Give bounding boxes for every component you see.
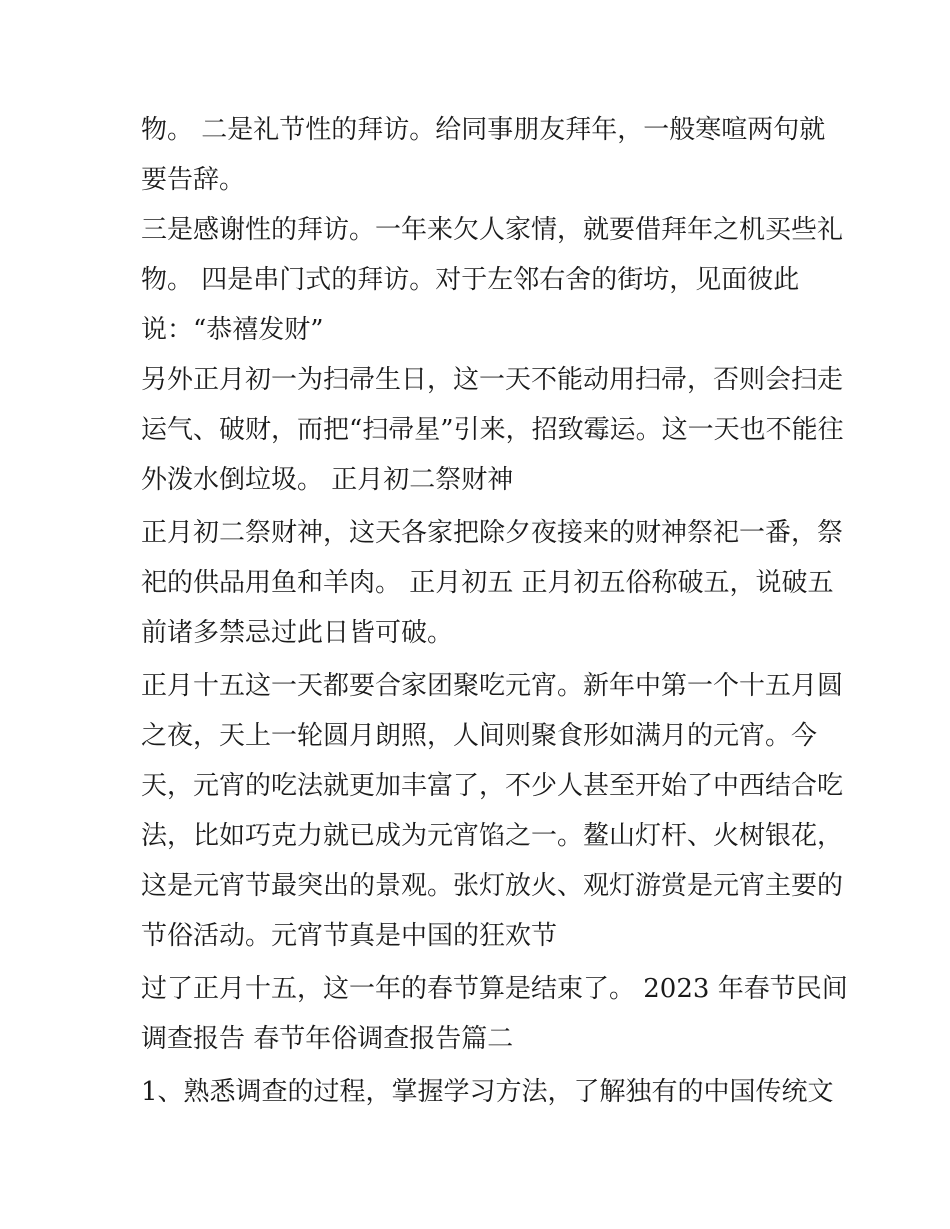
text-line: 祀的供品用鱼和羊肉。 正月初五 正月初五俗称破五，说破五 (141, 568, 834, 598)
text-line: 1、熟悉调查的过程，掌握学习方法，了解独有的中国传统文 (141, 1077, 834, 1107)
text-line: 法，比如巧克力就已成为元宵馅之一。鳌山灯杆、火树银花， (141, 821, 844, 851)
text-line: 外泼水倒垃圾。 正月初二祭财神 (141, 465, 514, 495)
text-line: 节俗活动。元宵节真是中国的狂欢节 (141, 921, 558, 951)
text-line: 物。 二是礼节性的拜访。给同事朋友拜年，一般寒喧两句就 (141, 115, 826, 145)
text-line: 物。 四是串门式的拜访。对于左邻右舍的街坊，见面彼此 (141, 265, 800, 295)
text-line: 运气、破财，而把“扫帚星”引来，招致霉运。这一天也不能往 (141, 415, 844, 445)
text-line: 前诸多禁忌过此日皆可破。 (141, 618, 454, 648)
text-line: 正月十五这一天都要合家团聚吃元宵。新年中第一个十五月圆 (141, 671, 844, 701)
text-line: 正月初二祭财神，这天各家把除夕夜接来的财神祭祀一番，祭 (141, 518, 844, 548)
text-line: 说：“恭禧发财” (141, 315, 324, 345)
text-line: 这是元宵节最突出的景观。张灯放火、观灯游赏是元宵主要的 (141, 871, 844, 901)
text-line: 另外正月初一为扫帚生日，这一天不能动用扫帚，否则会扫走 (141, 365, 844, 395)
text-line: 三是感谢性的拜访。一年来欠人家情，就要借拜年之机买些礼 (141, 215, 844, 245)
text-line: 过了正月十五，这一年的春节算是结束了。 2023 年春节民间 (141, 974, 848, 1004)
text-line: 要告辞。 (141, 165, 246, 195)
text-line: 天，元宵的吃法就更加丰富了，不少人甚至开始了中西结合吃 (141, 771, 844, 801)
text-line: 之夜，天上一轮圆月朗照，人间则聚食形如满月的元宵。今 (141, 721, 818, 751)
text-line: 调查报告 春节年俗调查报告篇二 (141, 1024, 514, 1054)
